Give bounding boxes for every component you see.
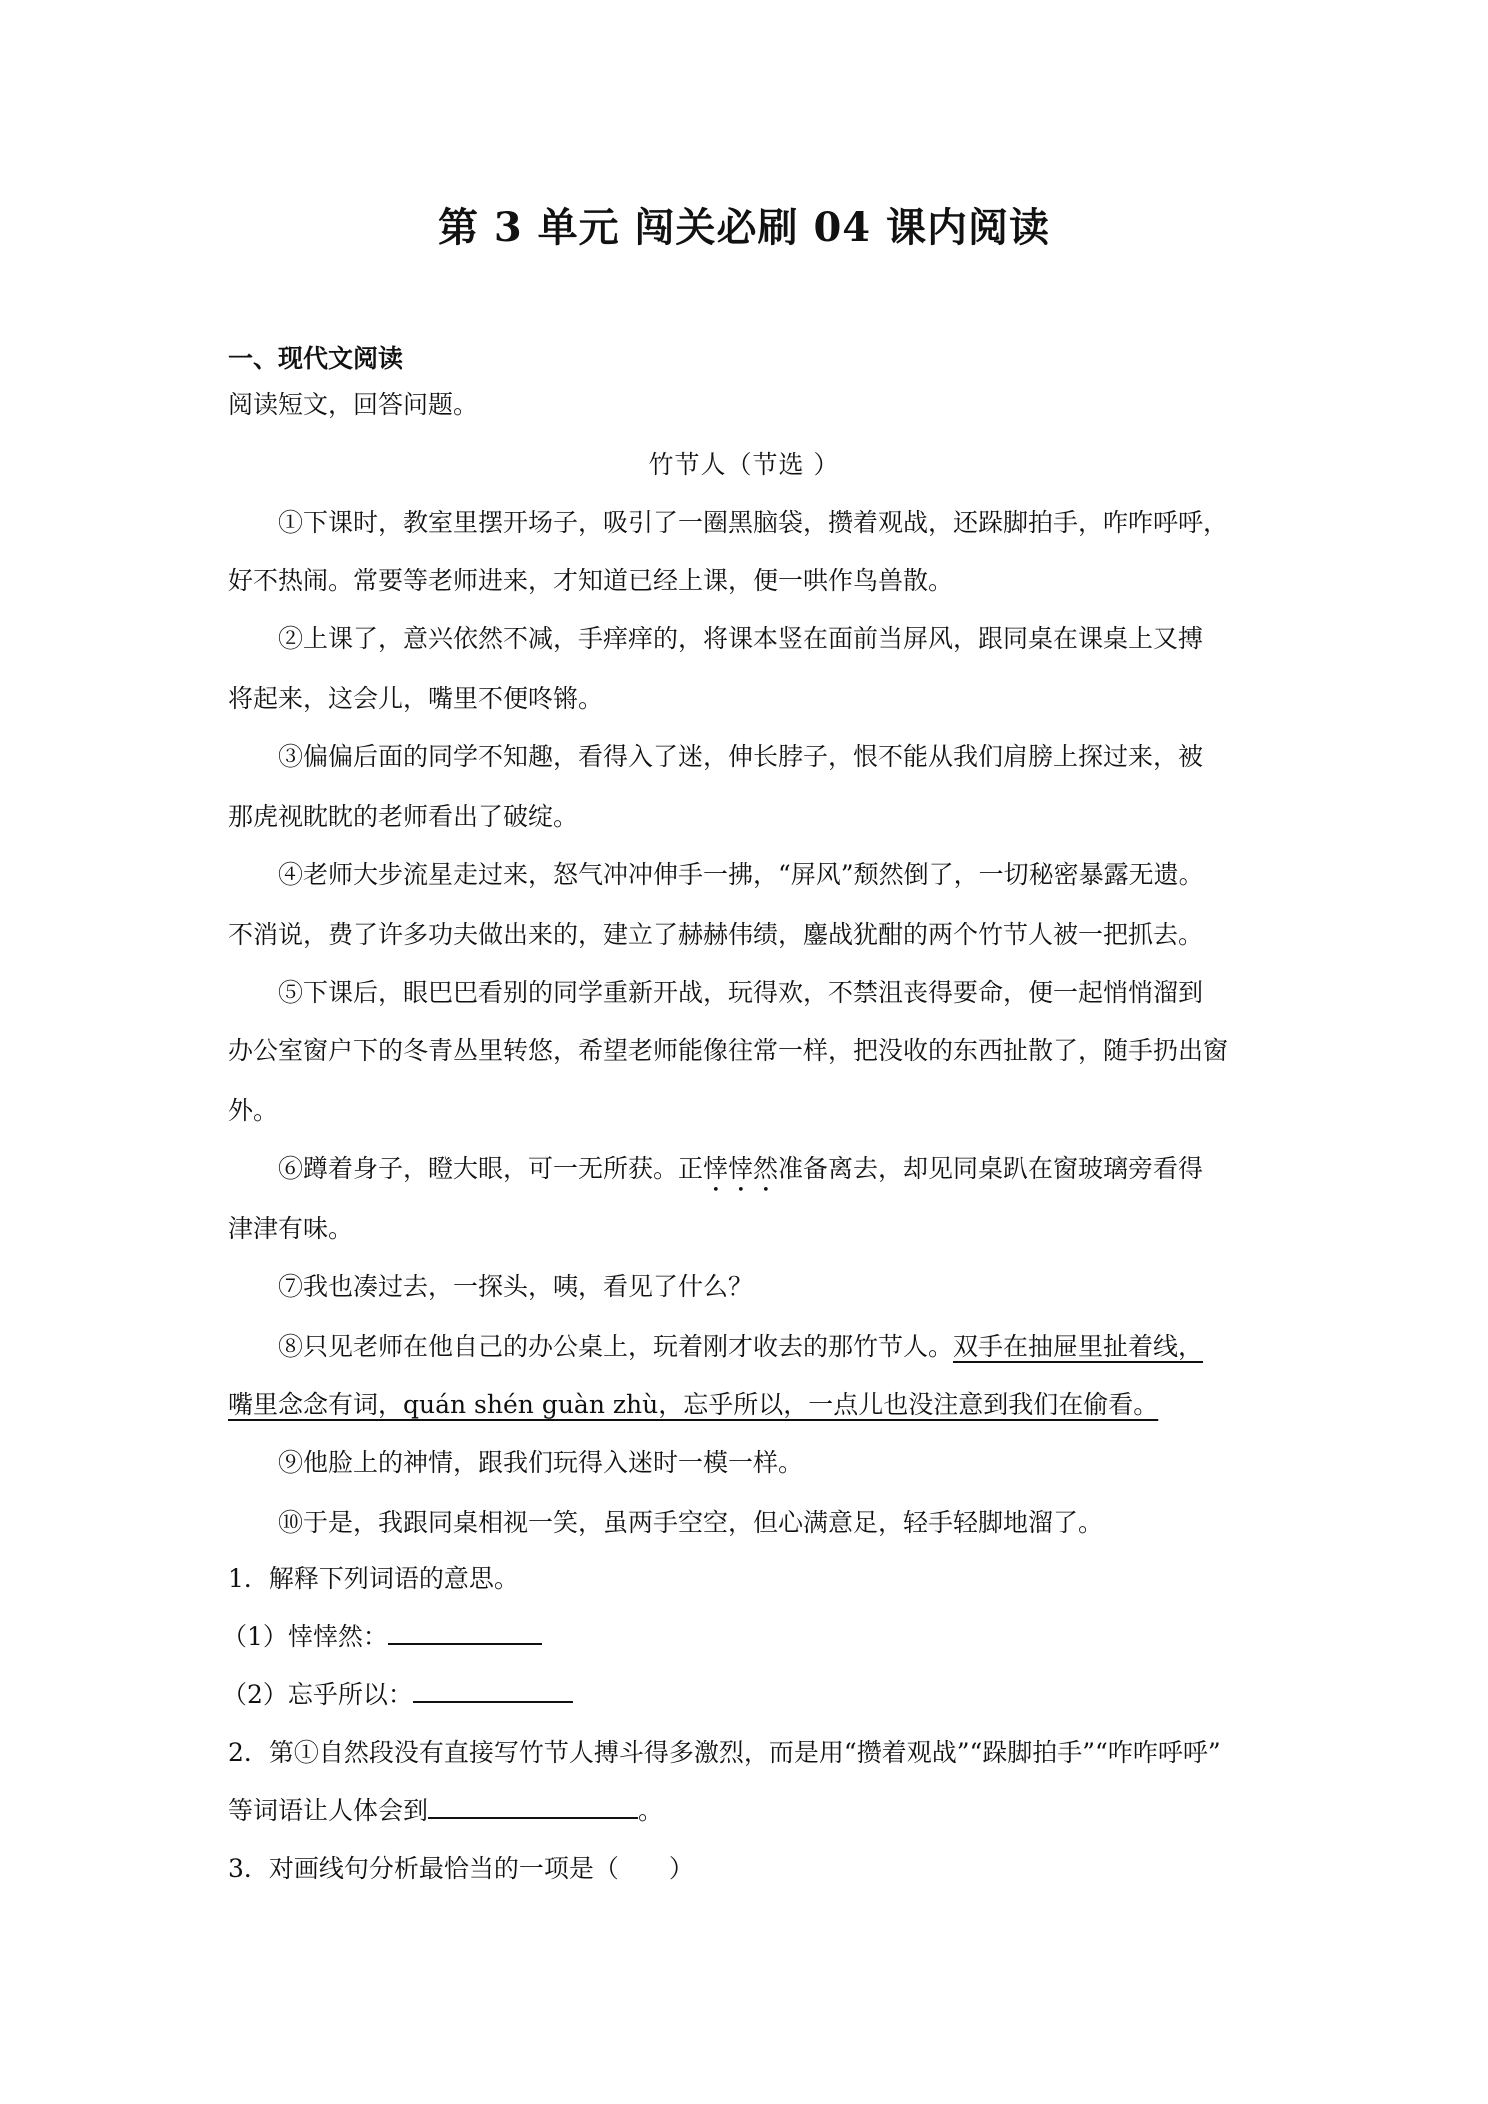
paragraph-10-line-1: ⑩于是，我跟同桌相视一笑，虽两手空空，但心满意足，轻手轻脚地溜了。 (278, 1508, 1104, 1537)
article-title: 竹节人（节选 ） (648, 450, 840, 479)
underlined-sentence-part-2: 嘴里念念有词，quán shén guàn zhù，忘乎所以，一点儿也没注意到我们在偷看。 (228, 1390, 1159, 1419)
answer-blank-1[interactable] (388, 1621, 542, 1645)
emphasized-word-xingxingran: 悻悻然 (703, 1154, 779, 1183)
page-title: 第 3 单元 闯关必刷 04 课内阅读 (437, 204, 1051, 251)
question-1-item-2 (222, 1678, 573, 1712)
paragraph-6-line-2: 津津有味。 (228, 1214, 354, 1243)
answer-blank-3[interactable] (428, 1795, 638, 1819)
question-2-line-1: 2．第①自然段没有直接写竹节人搏斗得多激烈，而是用“攒着观战”“跺脚拍手”“咋咋呼呼” (228, 1738, 1221, 1767)
instruction-text: 阅读短文，回答问题。 (228, 390, 479, 419)
paragraph-5-line-3: 外。 (228, 1096, 279, 1125)
paragraph-4-line-2: 不消说，费了许多功夫做出来的，建立了赫赫伟绩，鏖战犹酣的两个竹节人被一把抓去。 (228, 920, 1204, 949)
paragraph-3-line-1: ③偏偏后面的同学不知趣，看得入了迷，伸长脖子，恨不能从我们肩膀上探过来，被 (278, 742, 1204, 771)
paragraph-4-line-1: ④老师大步流星走过来，怒气冲冲伸手一拂，“屏风”颓然倒了，一切秘密暴露无遗。 (278, 860, 1204, 889)
section-heading: 一、现代文阅读 (228, 344, 404, 373)
paragraph-7-line-1: ⑦我也凑过去，一探头，咦，看见了什么？ (278, 1272, 754, 1301)
paragraph-3-line-2: 那虎视眈眈的老师看出了破绽。 (228, 802, 579, 831)
paragraph-2-line-1: ②上课了，意兴依然不减，手痒痒的，将课本竖在面前当屏风，跟同桌在课桌上又搏 (278, 624, 1204, 653)
question-2-text-b: 。 (638, 1796, 664, 1825)
question-1-item-1 (222, 1620, 542, 1654)
paragraph-6-line-1 (278, 1152, 1203, 1198)
paragraph-1-line-1: ①下课时，教室里摆开场子，吸引了一圈黑脑袋，攒着观战，还跺脚拍手，咋咋呼呼， (278, 508, 1229, 537)
paragraph-8-line-1 (278, 1330, 1203, 1364)
paragraph-1-line-2: 好不热闹。常要等老师进来，才知道已经上课，便一哄作鸟兽散。 (228, 566, 954, 595)
paragraph-5-line-1: ⑤下课后，眼巴巴看别的同学重新开战，玩得欢，不禁沮丧得要命，便一起悄悄溜到 (278, 978, 1204, 1007)
question-2-line-2 (228, 1794, 663, 1828)
question-1-item-2-label: （2）忘乎所以： (222, 1680, 413, 1709)
paragraph-6-text-a: ⑥蹲着身子，瞪大眼，可一无所获。正 (278, 1154, 704, 1183)
underlined-sentence-part-1: 双手在抽屉里扯着线， (953, 1332, 1204, 1361)
paragraph-8-text-a: ⑧只见老师在他自己的办公桌上，玩着刚才收去的那竹节人。 (278, 1332, 954, 1361)
question-1-item-1-label: （1）悻悻然： (222, 1622, 388, 1651)
question-1: 1．解释下列词语的意思。 (228, 1564, 519, 1593)
question-3: 3．对画线句分析最恰当的一项是（ ） (228, 1854, 694, 1883)
paragraph-5-line-2: 办公室窗户下的冬青丛里转悠，希望老师能像往常一样，把没收的东西扯散了，随手扔出窗 (228, 1036, 1229, 1065)
paragraph-9-line-1: ⑨他脸上的神情，跟我们玩得入迷时一模一样。 (278, 1448, 804, 1477)
question-2-text-a: 等词语让人体会到 (228, 1796, 429, 1825)
paragraph-6-text-c: 准备离去，却见同桌趴在窗玻璃旁看得 (778, 1154, 1204, 1183)
answer-blank-2[interactable] (413, 1679, 573, 1703)
paragraph-2-line-2: 将起来，这会儿，嘴里不便咚锵。 (228, 684, 604, 713)
